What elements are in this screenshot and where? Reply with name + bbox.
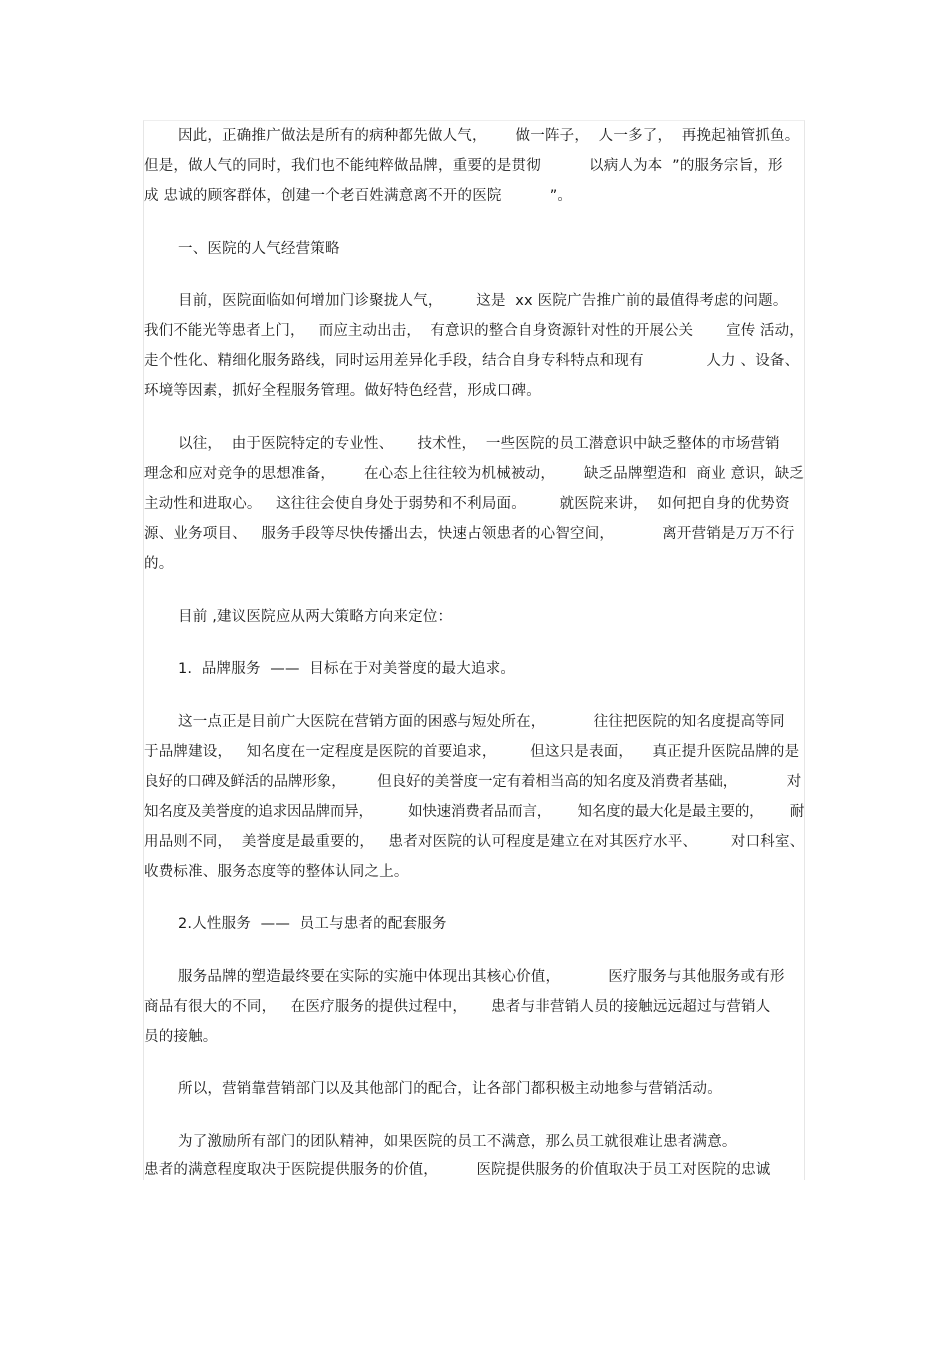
text-line: 我们不能光等患者上门， 而应主动出击， 有意识的整合自身资源针对性的开展公关 宣传 活动， xyxy=(144,323,804,339)
text-line: 主动性和进取心。 这往往会使自身处于弱势和不利局面。 就医院来讲， 如何把自身的优势资 xyxy=(144,496,790,512)
text-line: 但是，做人气的同时，我们也不能纯粹做品牌，重要的是贯彻 以病人为本 ”的服务宗旨，形 xyxy=(144,158,783,174)
text-line: 为了激励所有部门的团队精神，如果医院的员工不满意，那么员工就很难让患者满意。 xyxy=(178,1134,737,1150)
text-line: 源、业务项目、 服务手段等尽快传播出去，快速占领患者的心智空间， 离开营销是万万不行 xyxy=(144,526,795,542)
text-line: 的。 xyxy=(144,556,174,572)
text-line: 所以，营销靠营销部门以及其他部门的配合，让各部门都积极主动地参与营销活动。 xyxy=(178,1081,722,1097)
text-line: 成 忠诚的顾客群体，创建一个老百姓满意离不开的医院 ”。 xyxy=(144,188,573,204)
text-line: 这一点正是目前广大医院在营销方面的困惑与短处所在， 往往把医院的知名度提高等同 xyxy=(178,714,785,730)
text-line: 知名度及美誉度的追求因品牌而异， 如快速消费者品而言， 知名度的最大化是最主要的， 耐 xyxy=(144,804,805,820)
text-line: 走个性化、精细化服务路线，同时运用差异化手段，结合自身专科特点和现有 人力 、设备、 xyxy=(144,353,800,369)
text-line: 员的接触。 xyxy=(144,1029,218,1045)
text-line: 以往， 由于医院特定的专业性、 技术性， 一些医院的员工潜意识中缺乏整体的市场营销 xyxy=(178,436,780,452)
text-line: 目前 ,建议医院应从两大策略方向来定位： xyxy=(178,609,453,625)
subsection-heading: 2.人性服务 —— 员工与患者的配套服务 xyxy=(178,916,447,932)
subsection-heading: 1. 品牌服务 —— 目标在于对美誉度的最大追求。 xyxy=(178,661,516,677)
text-line: 患者的满意程度取决于医院提供服务的价值， 医院提供服务的价值取决于员工对医院的忠诚 xyxy=(144,1162,771,1178)
text-line: 收费标准、服务态度等的整体认同之上。 xyxy=(144,864,409,880)
text-line: 服务品牌的塑造最终要在实际的实施中体现出其核心价值， 医疗服务与其他服务或有形 xyxy=(178,969,785,985)
text-line: 良好的口碑及鲜活的品牌形象， 但良好的美誉度一定有着相当高的知名度及消费者基础， 对 xyxy=(144,774,802,790)
text-line: 于品牌建设， 知名度在一定程度是医院的首要追求， 但这只是表面， 真正提升医院品牌的是 xyxy=(144,744,800,760)
text-line: 目前，医院面临如何增加门诊聚拢人气， 这是 xx 医院广告推广前的最值得考虑的问题。 xyxy=(178,293,788,309)
text-line: 理念和应对竞争的思想准备， 在心态上往往较为机械被动， 缺乏品牌塑造和 商业 意识，缺乏 xyxy=(144,466,805,482)
document-page xyxy=(143,120,805,1180)
text-line: 用品则不同， 美誉度是最重要的， 患者对医院的认可程度是建立在对其医疗水平、 对口科室、 xyxy=(144,834,805,850)
text-line: 商品有很大的不同， 在医疗服务的提供过程中， 患者与非营销人员的接触远远超过与营销人 xyxy=(144,999,771,1015)
text-line: 因此，正确推广做法是所有的病种都先做人气， 做一阵子， 人一多了， 再挽起袖管抓鱼。 xyxy=(178,128,800,144)
section-heading: 一、医院的人气经营策略 xyxy=(178,241,340,257)
text-line: 环境等因素，抓好全程服务管理。做好特色经营，形成口碑。 xyxy=(144,383,541,399)
